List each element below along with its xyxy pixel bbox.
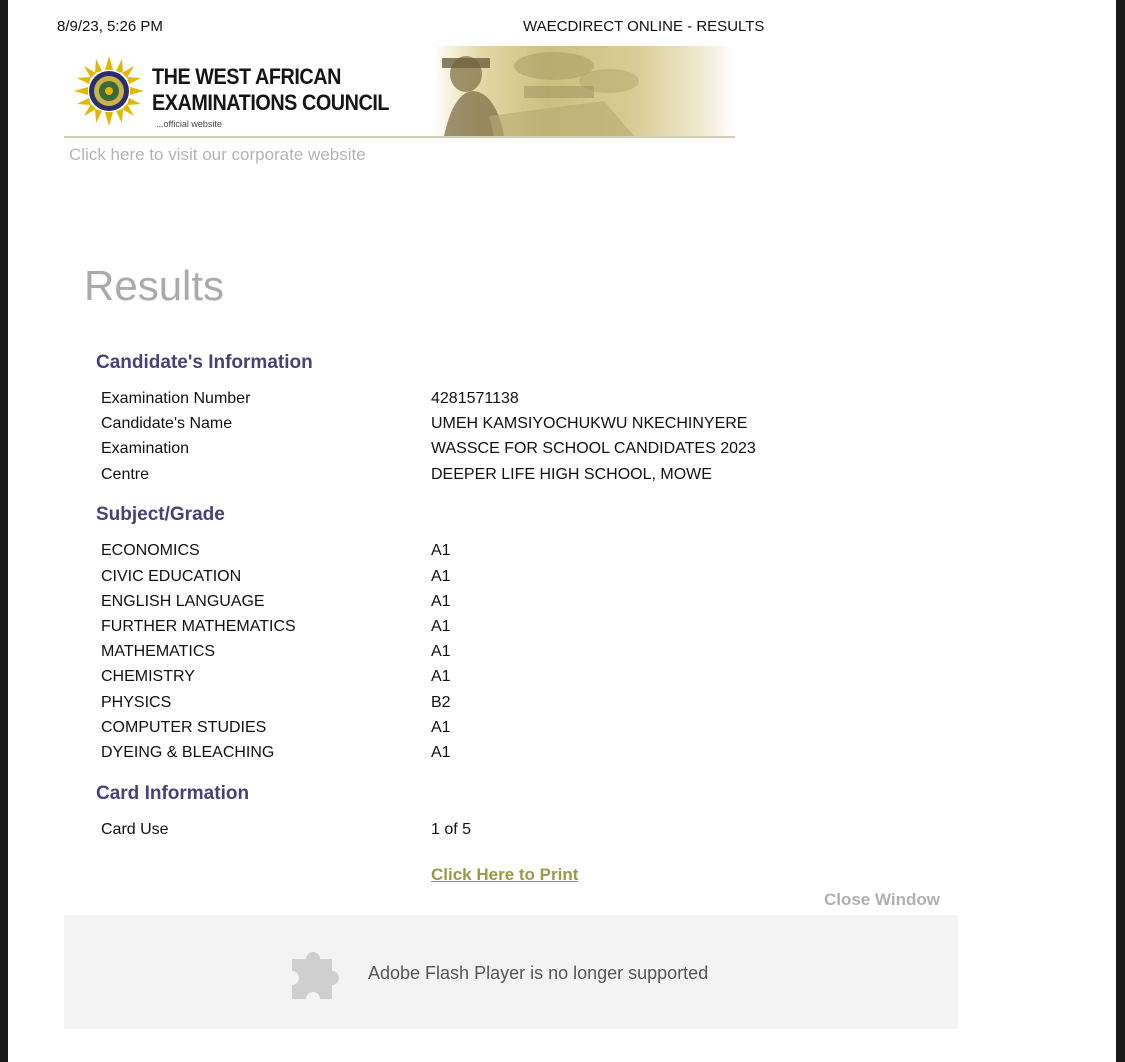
info-value: WASSCE FOR SCHOOL CANDIDATES 2023 <box>431 440 756 457</box>
results-page <box>8 0 1116 1062</box>
info-row-candidate-name <box>101 415 901 437</box>
puzzle-piece-icon <box>286 941 346 1001</box>
candidate-info-heading: Candidate's Information <box>96 352 313 373</box>
grade-row <box>101 694 901 716</box>
info-label: Card Use <box>101 821 169 838</box>
print-link[interactable]: Click Here to Print <box>431 865 579 884</box>
org-name: THE WEST AFRICAN EXAMINATIONS COUNCIL <box>152 64 390 115</box>
info-value: DEEPER LIFE HIGH SCHOOL, MOWE <box>431 466 712 483</box>
info-value: 1 of 5 <box>431 821 472 838</box>
subject-name: ENGLISH LANGUAGE <box>101 593 265 610</box>
grade-row <box>101 719 901 741</box>
org-tagline: ...official website <box>156 119 222 129</box>
subject-name: DYEING & BLEACHING <box>101 744 275 761</box>
subject-name: ECONOMICS <box>101 542 200 559</box>
banner-photo <box>434 46 735 136</box>
print-date: 8/9/23, 5:26 PM <box>57 18 163 35</box>
subject-name: CHEMISTRY <box>101 668 195 685</box>
waec-seal-icon <box>74 56 144 126</box>
info-row-examination <box>101 440 901 462</box>
subject-grade: A1 <box>431 744 451 761</box>
subject-grade: A1 <box>431 719 451 736</box>
info-label: Examination <box>101 440 190 457</box>
info-label: Candidate's Name <box>101 415 233 432</box>
print-header <box>8 18 1116 36</box>
subject-grade: A1 <box>431 568 451 585</box>
grade-row <box>101 593 901 615</box>
subject-grade: A1 <box>431 618 451 635</box>
info-row-exam-number <box>101 390 901 412</box>
grade-row <box>101 744 901 766</box>
info-label: Centre <box>101 466 150 483</box>
info-label: Examination Number <box>101 390 251 407</box>
print-title: WAECDIRECT ONLINE - RESULTS <box>523 18 765 35</box>
info-row-centre <box>101 466 901 488</box>
subject-grade: B2 <box>431 694 451 711</box>
grade-row <box>101 568 901 590</box>
grade-row <box>101 542 901 564</box>
info-row-card-use <box>101 821 901 843</box>
subject-grade: A1 <box>431 668 451 685</box>
subject-name: PHYSICS <box>101 694 172 711</box>
subject-grade: A1 <box>431 593 451 610</box>
flash-unsupported-message: Adobe Flash Player is no longer supported <box>368 963 709 983</box>
card-info-heading: Card Information <box>96 783 250 804</box>
grade-row <box>101 643 901 665</box>
grade-row <box>101 668 901 690</box>
page-title: Results <box>84 262 225 309</box>
subject-name: MATHEMATICS <box>101 643 216 660</box>
grade-row <box>101 618 901 640</box>
subject-grade: A1 <box>431 643 451 660</box>
waec-banner <box>64 46 735 138</box>
subject-name: COMPUTER STUDIES <box>101 719 267 736</box>
subject-name: CIVIC EDUCATION <box>101 568 242 585</box>
subject-grade-heading: Subject/Grade <box>96 504 225 525</box>
corporate-website-link[interactable]: Click here to visit our corporate website <box>69 145 366 164</box>
info-value: 4281571138 <box>431 390 519 407</box>
close-window-link[interactable]: Close Window <box>824 890 941 909</box>
flash-plugin-placeholder <box>64 915 958 1029</box>
info-value: UMEH KAMSIYOCHUKWU NKECHINYERE <box>431 415 748 432</box>
subject-name: FURTHER MATHEMATICS <box>101 618 296 635</box>
subject-grade: A1 <box>431 542 451 559</box>
